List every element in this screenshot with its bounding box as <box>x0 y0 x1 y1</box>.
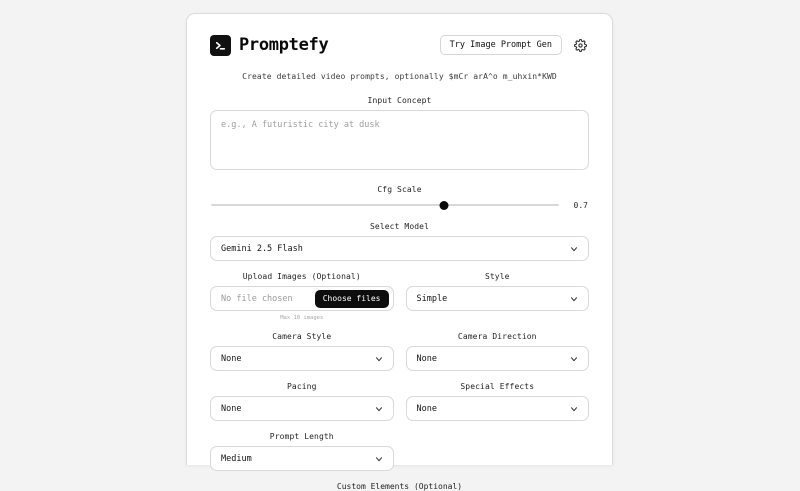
camera-direction-dropdown[interactable] <box>406 346 590 371</box>
style-field <box>406 272 590 321</box>
camera-row <box>210 332 589 371</box>
pacing-field <box>210 382 394 421</box>
custom-elements-label: Custom Elements (Optional) <box>336 482 463 491</box>
chevron-down-icon <box>569 354 579 364</box>
chevron-down-icon <box>374 454 384 464</box>
camera-direction-field <box>406 332 590 371</box>
cfg-scale-slider-thumb[interactable] <box>440 201 449 210</box>
select-model-label: Select Model <box>370 222 429 231</box>
brand <box>210 35 328 56</box>
special-effects-field <box>406 382 590 421</box>
special-effects-label: Special Effects <box>460 382 535 391</box>
prompt-length-dropdown[interactable] <box>210 446 394 471</box>
prompt-length-field <box>210 432 394 471</box>
header-actions <box>440 35 589 56</box>
select-model-value: Gemini 2.5 Flash <box>221 243 303 254</box>
camera-direction-value: None <box>416 353 437 364</box>
upload-images-hint: Max 10 images <box>280 315 324 321</box>
prompt-length-spacer <box>406 432 590 471</box>
pacing-label: Pacing <box>287 382 317 391</box>
special-effects-dropdown[interactable] <box>406 396 590 421</box>
pacing-value: None <box>221 403 242 414</box>
prompt-length-label: Prompt Length <box>269 432 334 441</box>
main-card <box>186 13 613 491</box>
choose-files-button[interactable]: Choose files <box>315 290 389 308</box>
chevron-down-icon <box>569 404 579 414</box>
cfg-scale-slider[interactable] <box>211 199 559 211</box>
select-model-dropdown[interactable] <box>210 236 589 261</box>
prompt-length-value: Medium <box>221 453 252 464</box>
gear-icon[interactable] <box>571 36 589 54</box>
upload-style-row <box>210 272 589 321</box>
upload-images-filename: No file chosen <box>221 293 293 304</box>
app-subtitle: Create detailed video prompts, optionally $mCr arA^o m_uhxin*KWD <box>242 72 557 81</box>
style-dropdown[interactable] <box>406 286 590 311</box>
style-value: Simple <box>416 293 448 304</box>
input-concept-textarea[interactable] <box>210 110 589 170</box>
chevron-down-icon <box>569 294 579 304</box>
input-concept-label: Input Concept <box>367 96 432 105</box>
terminal-prompt-icon <box>210 35 231 56</box>
input-concept-field <box>210 96 589 174</box>
camera-style-value: None <box>221 353 242 364</box>
chevron-down-icon <box>374 404 384 414</box>
camera-style-field <box>210 332 394 371</box>
camera-direction-label: Camera Direction <box>457 332 537 341</box>
try-image-prompt-gen-button[interactable]: Try Image Prompt Gen <box>440 35 562 56</box>
chevron-down-icon <box>374 354 384 364</box>
app-header <box>210 32 589 58</box>
pacing-effects-row <box>210 382 589 421</box>
camera-style-dropdown[interactable] <box>210 346 394 371</box>
prompt-length-row <box>210 432 589 471</box>
camera-style-label: Camera Style <box>272 332 332 341</box>
upload-images-field <box>210 272 394 321</box>
cfg-scale-value: 0.7 <box>573 200 588 210</box>
special-effects-value: None <box>416 403 437 414</box>
select-model-field <box>210 222 589 261</box>
style-label: Style <box>484 272 510 281</box>
cfg-scale-label: Cfg Scale <box>377 185 422 194</box>
upload-images-input[interactable] <box>210 286 394 311</box>
cfg-scale-field <box>210 185 589 211</box>
upload-images-label: Upload Images (Optional) <box>242 272 361 281</box>
chevron-down-icon <box>569 244 579 254</box>
app-title: Promptefy <box>239 34 329 55</box>
pacing-dropdown[interactable] <box>210 396 394 421</box>
